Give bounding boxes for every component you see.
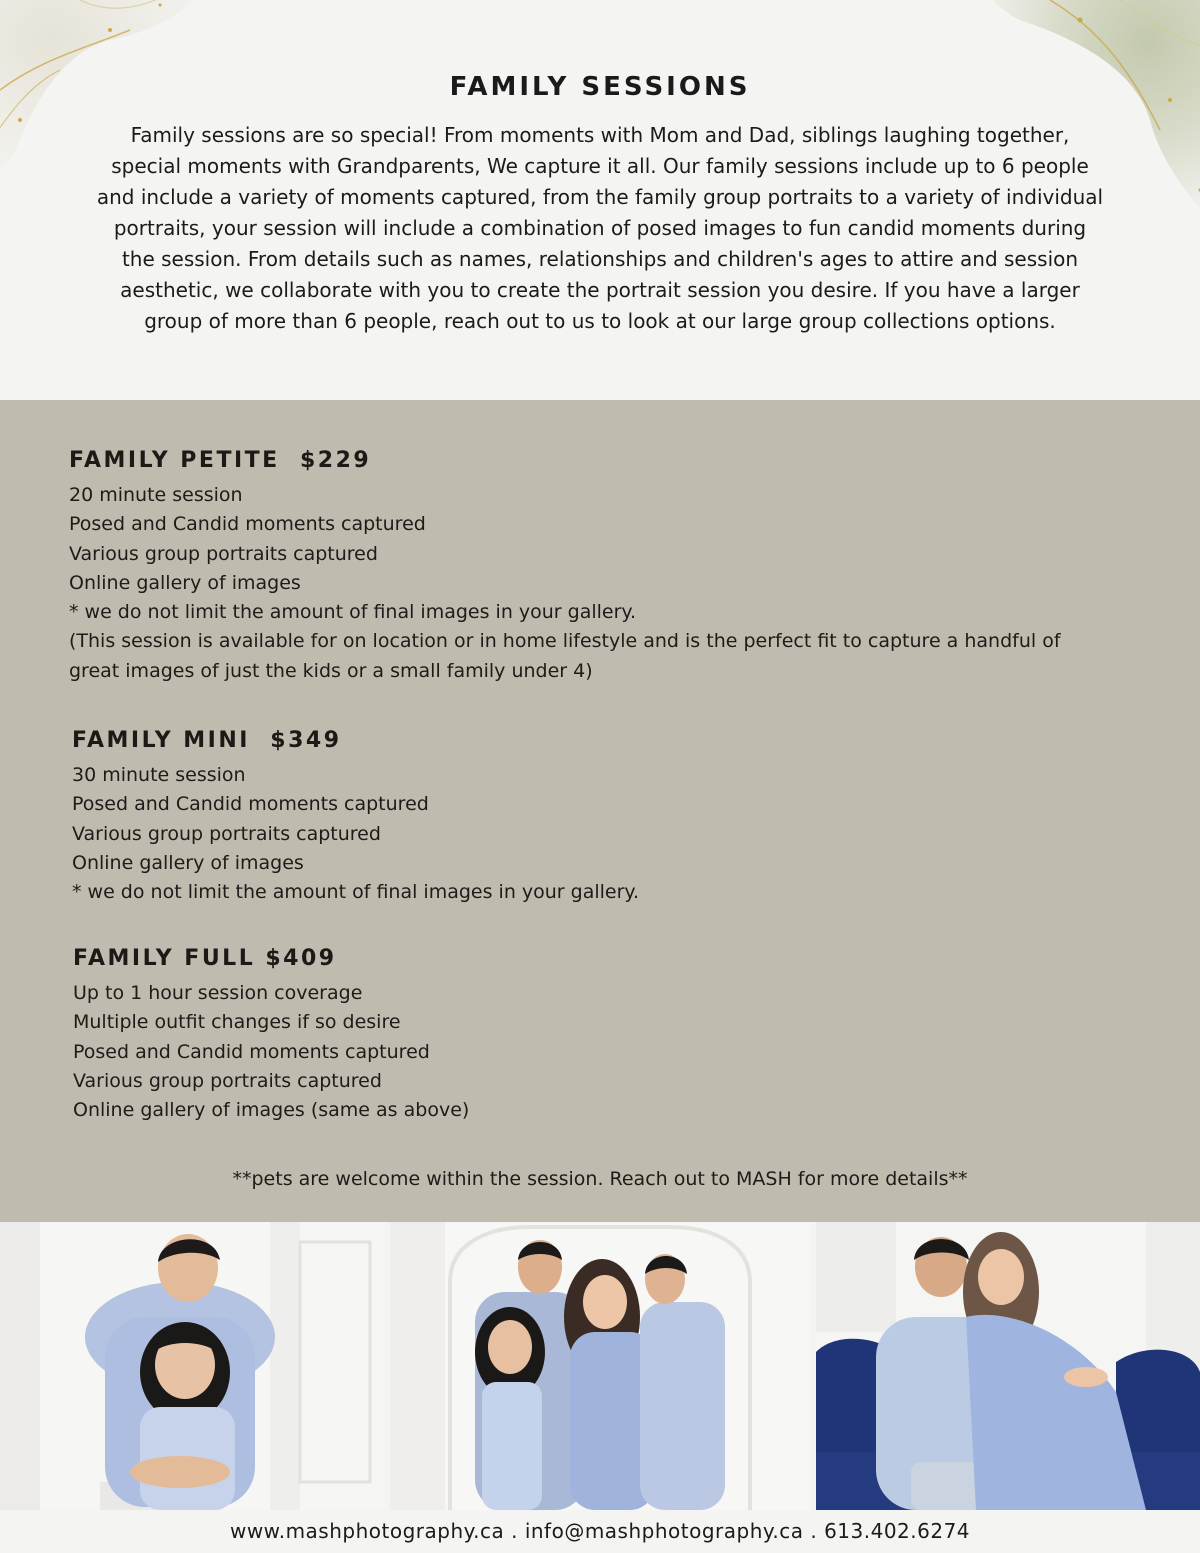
footer-separator: . <box>803 1519 825 1543</box>
package-detail-line: Online gallery of images <box>69 571 301 594</box>
package-detail-line: Various group portraits captured <box>69 542 378 565</box>
package-detail-line: (This session is available for on location or in home lifestyle and is the perfect fit to capture a handful of great images of just the kids or a small family under 4) <box>69 630 1061 682</box>
intro-paragraph: Family sessions are so special! From moments with Mom and Dad, siblings laughing together, special moments with Grandparents, We capture it all. Our family sessions include up to 6 people and include a variety of moments captured, from the family group portraits to a variety of individual portraits, your session will include a combination of posed images to fun candid moments during the session. From details such as names, relationships and children's ages to attire and session aesthetic, we collaborate with you to create the portrait session you desire. If you have a larger group of more than 6 people, reach out to us to look at our large group collections options. <box>96 123 1104 333</box>
package-detail-line: Online gallery of images <box>72 851 304 874</box>
website-link[interactable]: www.mashphotography.ca <box>229 1519 505 1543</box>
package-detail-line: Various group portraits captured <box>72 822 381 845</box>
package-detail-line: Posed and Candid moments captured <box>72 793 429 816</box>
packages-section <box>0 400 1200 1222</box>
email-link[interactable]: info@mashphotography.ca <box>524 1519 804 1543</box>
package-detail-line: * we do not limit the amount of final images in your gallery. <box>69 601 636 624</box>
photo-siblings <box>0 1222 384 1510</box>
package-detail-line: Posed and Candid moments captured <box>73 1040 430 1063</box>
package-detail-line: * we do not limit the amount of final images in your gallery. <box>72 881 639 904</box>
package-detail-line: Online gallery of images (same as above) <box>73 1099 470 1122</box>
page-title: FAMILY SESSIONS <box>449 72 751 102</box>
package-detail-line: Up to 1 hour session coverage <box>73 982 363 1004</box>
package-detail-line: 30 minute session <box>72 764 246 786</box>
package-family-full <box>73 946 469 1125</box>
phone-link[interactable]: 613.402.6274 <box>824 1519 971 1543</box>
package-details <box>69 481 1109 686</box>
photo-strip <box>0 1222 1200 1510</box>
package-detail-line: Multiple outfit changes if so desire <box>73 1011 401 1034</box>
package-title: FAMILY PETITE $229 <box>69 448 372 473</box>
package-family-mini <box>72 728 639 907</box>
package-title: FAMILY MINI $349 <box>72 728 342 753</box>
photo-couple <box>816 1222 1200 1510</box>
photo-family-four <box>390 1222 810 1510</box>
contact-footer <box>0 1512 1200 1553</box>
package-details <box>72 761 639 907</box>
package-detail-line: 20 minute session <box>69 484 243 506</box>
pets-note: **pets are welcome within the session. Reach out to MASH for more details** <box>232 1168 968 1190</box>
package-details <box>73 979 469 1125</box>
package-detail-line: Posed and Candid moments captured <box>69 513 426 536</box>
package-title: FAMILY FULL $409 <box>73 946 337 971</box>
intro-section <box>0 0 1200 400</box>
package-family-petite <box>69 448 1109 686</box>
package-detail-line: Various group portraits captured <box>73 1069 382 1092</box>
footer-separator: . <box>504 1519 525 1543</box>
